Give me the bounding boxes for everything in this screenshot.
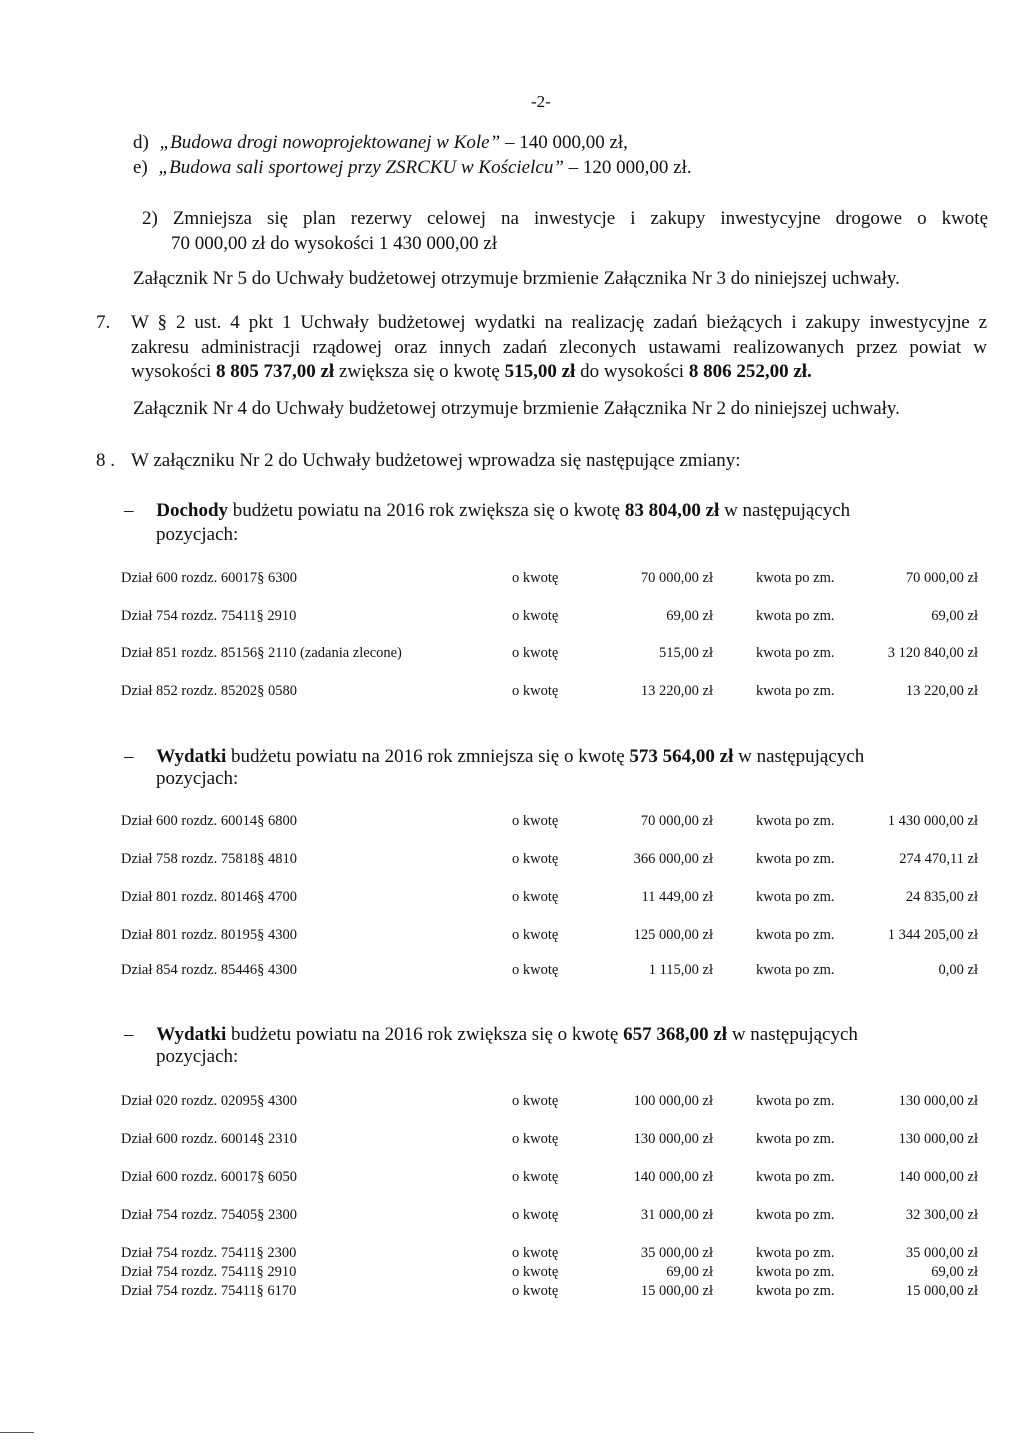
row-label: Dział 754 rozdz. 75411§ 2910 <box>121 1264 297 1280</box>
text: zwiększa się o kwotę <box>334 361 505 382</box>
row-amount: 11 449,00 zł <box>641 889 713 905</box>
table-row <box>0 813 1024 833</box>
row-amount-after: 274 470,11 zł <box>899 851 978 867</box>
text: budżetu powiatu na 2016 rok zwiększa się o kwotę <box>226 1024 624 1045</box>
row-o-kwote: o kwotę <box>512 1283 559 1299</box>
row-kwota-po-zm: kwota po zm. <box>756 608 835 624</box>
row-amount: 515,00 zł <box>659 645 713 661</box>
table-row <box>0 1264 1024 1284</box>
table-row <box>0 683 1024 703</box>
amount-bold: 573 564,00 zł <box>629 746 734 767</box>
row-o-kwote: o kwotę <box>512 813 559 829</box>
row-amount: 130 000,00 zł <box>633 1131 713 1147</box>
row-o-kwote: o kwotę <box>512 570 559 586</box>
list-item-amount: – 140 000,00 zł, <box>504 132 628 153</box>
table-row <box>0 962 1024 982</box>
row-label: Dział 758 rozdz. 75818§ 4810 <box>121 851 297 867</box>
text: w następujących <box>733 746 865 767</box>
point-2-line-2: 70 000,00 zł do wysokości 1 430 000,00 zł <box>171 233 498 254</box>
list-item-amount: – 120 000,00 zł. <box>568 157 692 178</box>
row-amount-after: 0,00 zł <box>938 962 978 978</box>
bold-word: Wydatki <box>156 746 227 767</box>
row-kwota-po-zm: kwota po zm. <box>756 1283 835 1299</box>
table-row <box>0 645 1024 665</box>
annex-4-paragraph: Załącznik Nr 4 do Uchwały budżetowej otrzymuje brzmienie Załącznika Nr 2 do niniejszej uchwały. <box>133 398 900 419</box>
row-amount: 70 000,00 zł <box>640 570 713 586</box>
text: budżetu powiatu na 2016 rok zmniejsza się o kwotę <box>226 746 630 767</box>
section-7-number: 7. <box>96 312 111 333</box>
table-row <box>0 1245 1024 1265</box>
row-amount: 140 000,00 zł <box>633 1169 713 1185</box>
row-kwota-po-zm: kwota po zm. <box>756 813 835 829</box>
row-kwota-po-zm: kwota po zm. <box>756 1131 835 1147</box>
list-item-marker: e) <box>133 157 148 178</box>
income-heading <box>124 500 850 522</box>
row-amount-after: 69,00 zł <box>931 608 978 624</box>
amount-bold: 515,00 zł <box>504 361 576 382</box>
row-o-kwote: o kwotę <box>512 1169 559 1185</box>
table-row <box>0 1207 1024 1227</box>
row-amount-after: 70 000,00 zł <box>905 570 978 586</box>
row-o-kwote: o kwotę <box>512 889 559 905</box>
dash: – <box>124 746 134 767</box>
row-amount-after: 130 000,00 zł <box>898 1131 978 1147</box>
table-row <box>0 570 1024 590</box>
table-row <box>0 889 1024 909</box>
row-kwota-po-zm: kwota po zm. <box>756 1264 835 1280</box>
bold-word: Wydatki <box>156 1024 227 1045</box>
row-amount-after: 1 430 000,00 zł <box>887 813 978 829</box>
text: do wysokości <box>575 361 689 382</box>
row-o-kwote: o kwotę <box>512 683 559 699</box>
point-2-line-1: 2) Zmniejsza się plan rezerwy celowej na inwestycje i zakupy inwestycyjne drogowe o kwotę <box>142 208 988 229</box>
dash: – <box>124 500 134 521</box>
row-amount-after: 13 220,00 zł <box>905 683 978 699</box>
row-kwota-po-zm: kwota po zm. <box>756 962 835 978</box>
bottom-left-rule <box>0 1432 34 1433</box>
row-amount: 125 000,00 zł <box>633 927 713 943</box>
amount-bold: 8 806 252,00 zł. <box>688 361 812 382</box>
row-amount-after: 69,00 zł <box>931 1264 978 1280</box>
row-kwota-po-zm: kwota po zm. <box>756 645 835 661</box>
list-item-marker: d) <box>133 132 149 153</box>
row-o-kwote: o kwotę <box>512 1207 559 1223</box>
row-label: Dział 754 rozdz. 75411§ 2910 <box>121 608 297 624</box>
row-amount-after: 32 300,00 zł <box>905 1207 978 1223</box>
text: budżetu powiatu na 2016 rok zwiększa się o kwotę <box>228 500 625 521</box>
row-label: Dział 600 rozdz. 60014§ 2310 <box>121 1131 297 1147</box>
row-label: Dział 754 rozdz. 75411§ 2300 <box>121 1245 297 1261</box>
list-item-d <box>133 132 628 154</box>
row-label: Dział 754 rozdz. 75411§ 6170 <box>121 1283 297 1299</box>
section-7-line-3 <box>131 361 812 383</box>
section-7-line-1: W § 2 ust. 4 pkt 1 Uchwały budżetowej wydatki na realizację zadań bieżących i zakupy inwestycyjne z <box>131 312 987 333</box>
row-label: Dział 754 rozdz. 75405§ 2300 <box>121 1207 297 1223</box>
text: wysokości <box>131 361 216 382</box>
amount-bold: 83 804,00 zł <box>624 500 720 521</box>
table-row <box>0 1283 1024 1303</box>
row-amount-after: 24 835,00 zł <box>905 889 978 905</box>
table-row <box>0 927 1024 947</box>
row-amount: 69,00 zł <box>666 1264 713 1280</box>
expenses-increase-heading-line-2: pozycjach: <box>156 1046 239 1067</box>
list-item-title: „Budowa sali sportowej przy ZSRCKU w Kościelcu” <box>158 157 564 178</box>
bold-word: Dochody <box>156 500 229 521</box>
row-label: Dział 801 rozdz. 80195§ 4300 <box>121 927 297 943</box>
row-kwota-po-zm: kwota po zm. <box>756 683 835 699</box>
row-label: Dział 600 rozdz. 60017§ 6050 <box>121 1169 297 1185</box>
income-heading-line-2: pozycjach: <box>156 524 239 545</box>
row-kwota-po-zm: kwota po zm. <box>756 570 835 586</box>
row-o-kwote: o kwotę <box>512 1131 559 1147</box>
row-kwota-po-zm: kwota po zm. <box>756 889 835 905</box>
row-o-kwote: o kwotę <box>512 1245 559 1261</box>
expenses-decrease-heading <box>124 746 864 768</box>
row-o-kwote: o kwotę <box>512 962 559 978</box>
row-amount: 35 000,00 zł <box>640 1245 713 1261</box>
row-kwota-po-zm: kwota po zm. <box>756 1093 835 1109</box>
section-7-line-2: zakresu administracji rządowej oraz innych zadań zleconych ustawami realizowanych przez powiat w <box>131 337 987 358</box>
row-label: Dział 854 rozdz. 85446§ 4300 <box>121 962 297 978</box>
table-row <box>0 1093 1024 1113</box>
row-kwota-po-zm: kwota po zm. <box>756 1169 835 1185</box>
row-amount-after: 1 344 205,00 zł <box>887 927 978 943</box>
row-label: Dział 801 rozdz. 80146§ 4700 <box>121 889 297 905</box>
amount-bold: 657 368,00 zł <box>623 1024 728 1045</box>
row-label: Dział 020 rozdz. 02095§ 4300 <box>121 1093 297 1109</box>
row-amount-after: 140 000,00 zł <box>898 1169 978 1185</box>
expenses-increase-heading <box>124 1024 858 1046</box>
section-8-intro: W załączniku Nr 2 do Uchwały budżetowej wprowadza się następujące zmiany: <box>131 450 741 471</box>
text: w następujących <box>727 1024 858 1045</box>
row-amount: 100 000,00 zł <box>633 1093 713 1109</box>
row-amount: 31 000,00 zł <box>640 1207 713 1223</box>
table-row <box>0 1131 1024 1151</box>
row-amount: 69,00 zł <box>666 608 713 624</box>
row-kwota-po-zm: kwota po zm. <box>756 1245 835 1261</box>
row-amount: 70 000,00 zł <box>640 813 713 829</box>
row-amount: 366 000,00 zł <box>633 851 713 867</box>
row-amount-after: 35 000,00 zł <box>905 1245 978 1261</box>
row-amount: 1 115,00 zł <box>648 962 713 978</box>
row-o-kwote: o kwotę <box>512 1264 559 1280</box>
row-o-kwote: o kwotę <box>512 645 559 661</box>
page-number: -2- <box>531 92 551 111</box>
table-row <box>0 851 1024 871</box>
row-amount-after: 3 120 840,00 zł <box>887 645 978 661</box>
row-o-kwote: o kwotę <box>512 608 559 624</box>
row-kwota-po-zm: kwota po zm. <box>756 1207 835 1223</box>
annex-5-paragraph: Załącznik Nr 5 do Uchwały budżetowej otrzymuje brzmienie Załącznika Nr 3 do niniejszej uchwały. <box>133 268 900 289</box>
row-kwota-po-zm: kwota po zm. <box>756 927 835 943</box>
row-label: Dział 851 rozdz. 85156§ 2110 (zadania zlecone) <box>121 645 402 661</box>
list-item-title: „Budowa drogi nowoprojektowanej w Kole” <box>159 132 501 153</box>
text: w następujących <box>719 500 851 521</box>
list-item-e <box>133 157 692 179</box>
row-o-kwote: o kwotę <box>512 927 559 943</box>
section-8-number: 8 . <box>96 450 115 471</box>
row-amount: 13 220,00 zł <box>640 683 713 699</box>
row-kwota-po-zm: kwota po zm. <box>756 851 835 867</box>
table-row <box>0 1169 1024 1189</box>
row-amount: 15 000,00 zł <box>640 1283 713 1299</box>
row-label: Dział 600 rozdz. 60014§ 6800 <box>121 813 297 829</box>
dash: – <box>124 1024 134 1045</box>
row-label: Dział 600 rozdz. 60017§ 6300 <box>121 570 297 586</box>
row-o-kwote: o kwotę <box>512 1093 559 1109</box>
row-amount-after: 130 000,00 zł <box>898 1093 978 1109</box>
expenses-decrease-heading-line-2: pozycjach: <box>156 768 239 789</box>
row-amount-after: 15 000,00 zł <box>905 1283 978 1299</box>
table-row <box>0 608 1024 628</box>
amount-bold: 8 805 737,00 zł <box>215 361 335 382</box>
row-o-kwote: o kwotę <box>512 851 559 867</box>
row-label: Dział 852 rozdz. 85202§ 0580 <box>121 683 297 699</box>
